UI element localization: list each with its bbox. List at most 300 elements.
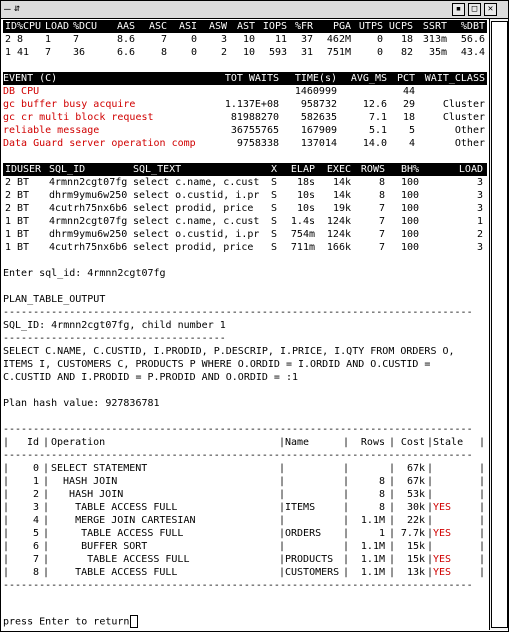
- table-border: |: [279, 476, 286, 487]
- sql-cell: 100: [400, 190, 419, 201]
- sql-cell: 7: [378, 242, 385, 253]
- table-border: |: [479, 515, 486, 526]
- stats-cell: 6.6: [116, 47, 135, 58]
- stats-cell: 8.6: [116, 34, 135, 45]
- table-border: |: [43, 476, 50, 487]
- sql-row[interactable]: [3, 176, 487, 189]
- sql-cell: 100: [400, 242, 419, 253]
- stats-header-cell: SSRT: [422, 21, 447, 32]
- plan-cell: 8: [378, 489, 385, 500]
- table-border: |: [43, 463, 50, 474]
- sql-cell: S: [271, 203, 278, 214]
- sql-cell: S: [271, 216, 278, 227]
- table-border: |: [479, 554, 486, 565]
- table-border: |: [427, 515, 434, 526]
- table-border: |: [343, 489, 350, 500]
- stats-cell: 43.4: [460, 47, 485, 58]
- stats-cell: 1: [5, 47, 12, 58]
- table-border: |: [343, 567, 350, 578]
- plan-cell: TABLE ACCESS FULL: [51, 502, 178, 513]
- stats-header-cell: %DCU: [73, 21, 98, 32]
- sql-header: [3, 163, 487, 176]
- event-cell: Other: [454, 125, 485, 136]
- sql-cell: BT: [17, 216, 30, 227]
- plan-cell: 1.1M: [360, 554, 385, 565]
- stats-cell: 31: [300, 47, 313, 58]
- table-border: |: [427, 567, 434, 578]
- terminal-output[interactable]: [3, 20, 487, 629]
- table-border: |: [43, 554, 50, 565]
- table-border: |: [3, 567, 10, 578]
- plan-row: [3, 475, 487, 488]
- stats-cell: 0: [190, 47, 197, 58]
- stats-cell: 10: [242, 34, 255, 45]
- plan-row: [3, 540, 487, 553]
- sql-cell: 100: [400, 203, 419, 214]
- sql-cell: 3: [476, 242, 483, 253]
- table-border: |: [427, 463, 434, 474]
- table-border: |: [43, 541, 50, 552]
- table-border: |: [343, 554, 350, 565]
- sql-cell: 10s: [296, 203, 315, 214]
- sql-cell: 10s: [296, 190, 315, 201]
- table-border: |: [279, 567, 286, 578]
- maximize-button[interactable]: □: [468, 3, 481, 16]
- sql-cell: 4cutrh75nx6b6: [49, 203, 128, 214]
- table-border: |: [427, 489, 434, 500]
- plan-cell: 1: [32, 476, 39, 487]
- plan-header-cell: Name: [285, 437, 310, 448]
- table-border: |: [343, 437, 350, 448]
- sql-cell: 124k: [326, 216, 351, 227]
- event-row: [3, 137, 487, 150]
- window-menu-icon[interactable]: –: [4, 2, 11, 15]
- plan-row: [3, 566, 487, 579]
- sql-cell: BT: [17, 242, 30, 253]
- plan-row: [3, 488, 487, 501]
- sql-cell: 18s: [296, 177, 315, 188]
- sql-header-cell: ELAP: [290, 164, 315, 175]
- sql-header-cell: USER: [17, 164, 42, 175]
- table-border: |: [279, 541, 286, 552]
- plan-cell: ITEMS: [285, 502, 316, 513]
- plan-cell: 67k: [406, 463, 425, 474]
- table-border: |: [43, 515, 50, 526]
- separator: -------------------------------------: [3, 333, 226, 344]
- table-border: |: [3, 554, 10, 565]
- sql-cell: BT: [17, 177, 30, 188]
- stats-header-cell: ASC: [148, 21, 167, 32]
- plan-cell: 8: [32, 567, 39, 578]
- sql-row[interactable]: [3, 241, 487, 254]
- sql-cell: dhrm9ymu6w250: [49, 229, 128, 240]
- sql-row[interactable]: [3, 215, 487, 228]
- stats-cell: 36: [73, 47, 86, 58]
- return-prompt-text: press Enter to return: [3, 616, 130, 628]
- plan-cell: 22k: [406, 515, 425, 526]
- close-button[interactable]: ✕: [484, 3, 497, 16]
- events-header-cell: TOT WAITS: [224, 73, 279, 84]
- plan-cell: 1.1M: [360, 567, 385, 578]
- table-border: |: [3, 463, 10, 474]
- table-border: |: [43, 528, 50, 539]
- sql-cell: select prodid, price: [133, 242, 254, 253]
- table-border: |: [279, 463, 286, 474]
- stats-cell: 8: [160, 47, 167, 58]
- stats-header-cell: UTPS: [358, 21, 383, 32]
- table-border: |: [279, 437, 286, 448]
- stats-cell: 0: [376, 34, 383, 45]
- stats-header-cell: AST: [236, 21, 255, 32]
- plan-table-title: PLAN_TABLE_OUTPUT: [3, 294, 106, 305]
- sql-cell: 3: [476, 203, 483, 214]
- table-border: |: [389, 528, 396, 539]
- minimize-button[interactable]: ▪: [452, 3, 465, 16]
- event-cell: 9758338: [236, 138, 279, 149]
- plan-cell: 7.7k: [400, 528, 425, 539]
- event-row: [3, 111, 487, 124]
- sql-cell: 1: [5, 216, 12, 227]
- stats-cell: 751M: [326, 47, 351, 58]
- stats-cell: 2: [5, 34, 12, 45]
- sql-cell: 754m: [290, 229, 315, 240]
- table-border: |: [427, 528, 434, 539]
- stats-cell: 593: [268, 47, 287, 58]
- sql-header-cell: BH%: [400, 164, 419, 175]
- sql-text-line: ITEMS I, CUSTOMERS C, PRODUCTS P WHERE O.ORDID = I.ORDID AND O.CUSTID =: [3, 359, 431, 370]
- sql-cell: 166k: [326, 242, 351, 253]
- sql-cell: 8: [378, 177, 385, 188]
- event-cell: 12.6: [362, 99, 387, 110]
- sql-cell: 100: [400, 177, 419, 188]
- sql-cell: BT: [17, 203, 30, 214]
- plan-cell: 6: [32, 541, 39, 552]
- sql-header-cell: ID: [5, 164, 18, 175]
- sql-text-line: SELECT C.NAME, C.CUSTID, I.PRODID, P.DESCRIP, I.PRICE, I.QTY FROM ORDERS O,: [3, 346, 455, 357]
- stats-cell: 11: [274, 34, 287, 45]
- event-cell: 18: [402, 112, 415, 123]
- plan-cell: TABLE ACCESS FULL: [51, 528, 184, 539]
- sql-cell: select c.name, c.cust: [133, 177, 260, 188]
- stats-cell: 7: [73, 34, 80, 45]
- plan-cell: 3: [32, 502, 39, 513]
- stats-cell: 1: [45, 34, 52, 45]
- stats-header-cell: ASI: [178, 21, 197, 32]
- table-border: |: [479, 437, 486, 448]
- stats-header: [3, 20, 487, 33]
- separator: ------------------------------------------------------------------------------: [3, 580, 473, 591]
- sql-cell: 1: [5, 229, 12, 240]
- plan-cell: PRODUCTS: [285, 554, 334, 565]
- stats-header-cell: %CPU: [17, 21, 42, 32]
- stats-cell: 37: [300, 34, 313, 45]
- plan-cell: 2: [32, 489, 39, 500]
- stats-cell: 462M: [326, 34, 351, 45]
- stats-header-cell: LOAD: [45, 21, 70, 32]
- table-border: |: [427, 502, 434, 513]
- table-border: |: [389, 567, 396, 578]
- event-cell: gc cr multi block request: [3, 112, 154, 123]
- event-cell: reliable message: [3, 125, 100, 136]
- table-border: |: [389, 541, 396, 552]
- stats-cell: 2: [220, 47, 227, 58]
- sql-cell: 7: [378, 216, 385, 227]
- event-cell: Other: [454, 138, 485, 149]
- table-border: |: [389, 463, 396, 474]
- table-border: |: [389, 515, 396, 526]
- sql-id-prompt: Enter sql_id: 4rmnn2cgt07fg: [3, 268, 166, 279]
- stats-header-cell: IOPS: [262, 21, 287, 32]
- sql-header-cell: X: [271, 164, 278, 175]
- stats-cell: 35m: [428, 47, 447, 58]
- stats-header-cell: ASW: [208, 21, 227, 32]
- plan-hash: Plan hash value: 927836781: [3, 398, 160, 409]
- event-cell: 958732: [300, 99, 337, 110]
- plan-cell: 4: [32, 515, 39, 526]
- plan-row: [3, 553, 487, 566]
- sql-cell: S: [271, 190, 278, 201]
- table-border: |: [427, 554, 434, 565]
- sql-header-cell: LOAD: [458, 164, 483, 175]
- sql-cell: 4rmnn2cgt07fg: [49, 216, 128, 227]
- sql-cell: BT: [17, 190, 30, 201]
- sql-id-line: SQL_ID: 4rmnn2cgt07fg, child number 1: [3, 320, 226, 331]
- table-border: |: [479, 476, 486, 487]
- sql-cell: 2: [5, 190, 12, 201]
- plan-cell: TABLE ACCESS FULL: [51, 567, 178, 578]
- table-border: |: [3, 515, 10, 526]
- sql-cell: select prodid, price: [133, 203, 254, 214]
- table-border: |: [3, 541, 10, 552]
- plan-row: [3, 514, 487, 527]
- sql-cell: 1.4s: [290, 216, 315, 227]
- stats-cell: 8: [17, 34, 24, 45]
- table-border: |: [3, 489, 10, 500]
- table-border: |: [43, 437, 50, 448]
- table-border: |: [279, 554, 286, 565]
- pin-icon[interactable]: ⇵: [14, 3, 21, 14]
- event-cell: Cluster: [442, 99, 485, 110]
- table-border: |: [279, 502, 286, 513]
- table-border: |: [343, 541, 350, 552]
- table-border: |: [389, 437, 396, 448]
- stats-cell: 0: [190, 34, 197, 45]
- stats-header-cell: UCPS: [388, 21, 413, 32]
- events-header: [3, 72, 487, 85]
- table-border: |: [427, 476, 434, 487]
- plan-row: [3, 462, 487, 475]
- event-row: [3, 85, 487, 98]
- plan-cell: 1.1M: [360, 515, 385, 526]
- sql-cell: select o.custid, i.pr: [133, 229, 260, 240]
- stats-cell: 56.6: [460, 34, 485, 45]
- sql-header-cell: SQL_TEXT: [133, 164, 182, 175]
- sql-cell: select o.custid, i.pr: [133, 190, 260, 201]
- table-border: |: [479, 541, 486, 552]
- event-cell: 1460999: [294, 86, 337, 97]
- stats-cell: 41: [17, 47, 30, 58]
- table-border: |: [343, 502, 350, 513]
- sql-cell: 1: [5, 242, 12, 253]
- plan-header: [3, 436, 487, 449]
- table-border: |: [479, 463, 486, 474]
- stats-header-cell: %DBT: [460, 21, 485, 32]
- plan-cell: MERGE JOIN CARTESIAN: [51, 515, 196, 526]
- table-border: |: [343, 528, 350, 539]
- table-border: |: [343, 476, 350, 487]
- plan-header-cell: Stale: [433, 437, 464, 448]
- table-border: |: [389, 554, 396, 565]
- event-cell: 4: [408, 138, 415, 149]
- table-border: |: [3, 528, 10, 539]
- stats-cell: 0: [376, 47, 383, 58]
- sql-cell: 1: [476, 216, 483, 227]
- event-cell: 1.137E+08: [224, 99, 279, 110]
- sql-cell: 3: [476, 190, 483, 201]
- sql-cell: 19k: [332, 203, 351, 214]
- return-prompt[interactable]: [3, 615, 487, 628]
- sql-cell: S: [271, 177, 278, 188]
- table-border: |: [427, 437, 434, 448]
- plan-cell: 1.1M: [360, 541, 385, 552]
- sql-cell: dhrm9ymu6w250: [49, 190, 128, 201]
- table-border: |: [43, 567, 50, 578]
- table-border: |: [427, 541, 434, 552]
- event-cell: 5.1: [368, 125, 387, 136]
- plan-header-cell: Id: [26, 437, 39, 448]
- stats-cell: 313m: [422, 34, 447, 45]
- vertical-scrollbar[interactable]: [489, 19, 508, 630]
- plan-cell: BUFFER SORT: [51, 541, 148, 552]
- sql-cell: 7: [378, 229, 385, 240]
- plan-row: [3, 501, 487, 514]
- plan-cell: 0: [32, 463, 39, 474]
- event-cell: 36755765: [230, 125, 279, 136]
- event-cell: Data Guard server operation comp: [3, 138, 196, 149]
- table-border: |: [279, 489, 286, 500]
- plan-cell: 1: [378, 528, 385, 539]
- plan-cell: TABLE ACCESS FULL: [51, 554, 190, 565]
- sql-row[interactable]: [3, 228, 487, 241]
- table-border: |: [389, 476, 396, 487]
- table-border: |: [43, 502, 50, 513]
- sql-cell: 7: [378, 203, 385, 214]
- sql-text-line: C.CUSTID AND I.PRODID = P.PRODID AND O.ORDID = :1: [3, 372, 299, 383]
- events-header-cell: EVENT (C): [3, 73, 58, 84]
- sql-cell: S: [271, 229, 278, 240]
- plan-cell: YES: [433, 554, 452, 565]
- table-border: |: [3, 476, 10, 487]
- table-border: |: [479, 528, 486, 539]
- table-border: |: [479, 489, 486, 500]
- events-header-cell: TIME(s): [294, 73, 337, 84]
- event-cell: 137014: [300, 138, 337, 149]
- plan-cell: 7: [32, 554, 39, 565]
- table-border: |: [279, 515, 286, 526]
- sql-cell: 3: [476, 177, 483, 188]
- stats-row: [3, 46, 487, 59]
- plan-cell: CUSTOMERS: [285, 567, 340, 578]
- plan-cell: 13k: [406, 567, 425, 578]
- sql-header-cell: ROWS: [360, 164, 385, 175]
- text-cursor: [130, 615, 138, 628]
- plan-row: [3, 527, 487, 540]
- event-cell: 14.0: [362, 138, 387, 149]
- sql-cell: select c.name, c.cust: [133, 216, 260, 227]
- separator: ------------------------------------------------------------------------------: [3, 307, 473, 318]
- table-border: |: [343, 515, 350, 526]
- table-border: |: [279, 528, 286, 539]
- stats-row: [3, 33, 487, 46]
- title-bar[interactable]: [1, 1, 508, 19]
- event-cell: 7.1: [368, 112, 387, 123]
- event-cell: 582635: [300, 112, 337, 123]
- stats-header-cell: AAS: [116, 21, 135, 32]
- plan-cell: YES: [433, 567, 452, 578]
- stats-cell: 10: [242, 47, 255, 58]
- sql-cell: 4cutrh75nx6b6: [49, 242, 128, 253]
- event-cell: 5: [408, 125, 415, 136]
- event-row: [3, 124, 487, 137]
- table-border: |: [479, 567, 486, 578]
- event-cell: Cluster: [442, 112, 485, 123]
- stats-cell: 7: [45, 47, 52, 58]
- event-cell: 44: [402, 86, 415, 97]
- plan-cell: 5: [32, 528, 39, 539]
- plan-cell: HASH JOIN: [51, 489, 124, 500]
- table-border: |: [389, 489, 396, 500]
- sql-row[interactable]: [3, 202, 487, 215]
- plan-cell: ORDERS: [285, 528, 322, 539]
- sql-cell: 2: [476, 229, 483, 240]
- sql-cell: S: [271, 242, 278, 253]
- plan-header-cell: Operation: [51, 437, 106, 448]
- sql-cell: 124k: [326, 229, 351, 240]
- plan-cell: YES: [433, 502, 452, 513]
- event-cell: 81988270: [230, 112, 279, 123]
- plan-cell: SELECT STATEMENT: [51, 463, 148, 474]
- sql-cell: 2: [5, 203, 12, 214]
- plan-cell: 15k: [406, 554, 425, 565]
- sql-cell: 8: [378, 190, 385, 201]
- plan-header-cell: Rows: [360, 437, 385, 448]
- events-header-cell: AVG_MS: [350, 73, 387, 84]
- separator: ------------------------------------------------------------------------------: [3, 424, 473, 435]
- plan-cell: 8: [378, 476, 385, 487]
- event-cell: 167909: [300, 125, 337, 136]
- separator: ------------------------------------------------------------------------------: [3, 450, 473, 461]
- scrollbar-thumb[interactable]: [491, 21, 508, 628]
- event-cell: 29: [402, 99, 415, 110]
- sql-cell: BT: [17, 229, 30, 240]
- sql-header-cell: SQL_ID: [49, 164, 86, 175]
- event-cell: DB CPU: [3, 86, 40, 97]
- stats-cell: 18: [400, 34, 413, 45]
- table-border: |: [3, 502, 10, 513]
- table-border: |: [43, 489, 50, 500]
- sql-row[interactable]: [3, 189, 487, 202]
- sql-cell: 100: [400, 216, 419, 227]
- plan-header-cell: Cost: [400, 437, 425, 448]
- stats-header-cell: %FR: [294, 21, 313, 32]
- sql-cell: 2: [5, 177, 12, 188]
- event-cell: gc buffer busy acquire: [3, 99, 136, 110]
- table-border: |: [479, 502, 486, 513]
- event-row: [3, 98, 487, 111]
- stats-header-cell: PGA: [332, 21, 351, 32]
- events-header-cell: WAIT_CLASS: [424, 73, 485, 84]
- plan-cell: 30k: [406, 502, 425, 513]
